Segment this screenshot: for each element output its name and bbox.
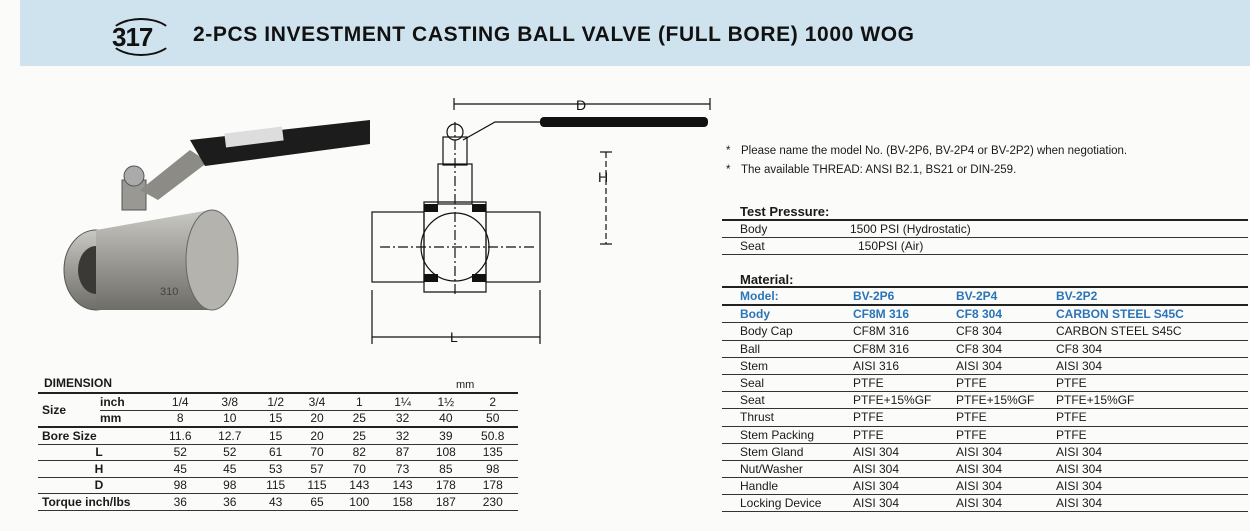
part-name: Handle — [722, 478, 835, 495]
material-cell: PTFE — [1038, 426, 1248, 443]
material-row — [722, 409, 1248, 426]
cell: 187 — [424, 494, 467, 511]
cell: 25 — [338, 427, 381, 444]
pressure-name: Seat — [722, 238, 832, 255]
brand-logo: 317 — [112, 22, 153, 52]
header-cell: BV-2P4 — [938, 287, 1038, 305]
cell: 32 — [381, 427, 424, 444]
note-item: * Please name the model No. (BV-2P6, BV-2P4 or BV-2P2) when negotiation. — [726, 142, 1127, 161]
note-item: * The available THREAD: ANSI B2.1, BS21 or DIN-259. — [726, 161, 1127, 180]
material-cell: PTFE+15%GF — [1038, 392, 1248, 409]
material-row — [722, 323, 1248, 340]
pressure-value: 1500 PSI (Hydrostatic) — [832, 220, 1248, 238]
row-label: L — [38, 444, 156, 461]
material-cell: PTFE — [938, 409, 1038, 426]
valve-drawing — [360, 92, 720, 352]
cell: 135 — [467, 444, 518, 461]
cell: 15 — [255, 410, 296, 427]
material-cell: PTFE — [1038, 374, 1248, 391]
material-cell: AISI 304 — [1038, 443, 1248, 460]
cell: 3/8 — [205, 393, 255, 410]
cell: 50.8 — [467, 427, 518, 444]
cell: 40 — [424, 410, 467, 427]
material-cell: AISI 304 — [938, 460, 1038, 477]
cell: 52 — [205, 444, 255, 461]
page-title: 2-PCS INVESTMENT CASTING BALL VALVE (FULL BORE) 1000 WOG — [193, 23, 915, 46]
material-cell: AISI 304 — [835, 443, 938, 460]
part-name: Ball — [722, 340, 835, 357]
table-row — [722, 220, 1248, 238]
label-h: H — [598, 169, 609, 185]
material-cell: PTFE+15%GF — [835, 392, 938, 409]
material-cell: PTFE — [835, 426, 938, 443]
part-name: Stem Gland — [722, 443, 835, 460]
material-cell: AISI 304 — [835, 478, 938, 495]
cell: 230 — [467, 494, 518, 511]
cell: 25 — [338, 410, 381, 427]
material-row — [722, 340, 1248, 357]
cell: 100 — [338, 494, 381, 511]
cell: 20 — [296, 427, 337, 444]
cell: 73 — [381, 461, 424, 478]
part-name: Thrust — [722, 409, 835, 426]
material-cell: AISI 316 — [835, 357, 938, 374]
cell: 8 — [156, 410, 205, 427]
material-cell: AISI 304 — [938, 495, 1038, 512]
material-cell: CARBON STEEL S45C — [1038, 305, 1248, 323]
part-name: Body Cap — [722, 323, 835, 340]
part-name: Stem — [722, 357, 835, 374]
cell: 70 — [338, 461, 381, 478]
cell: 98 — [205, 477, 255, 494]
cell: 70 — [296, 444, 337, 461]
cell: 1 — [338, 393, 381, 410]
part-name: Seal — [722, 374, 835, 391]
cell: 20 — [296, 410, 337, 427]
table-row — [38, 461, 518, 478]
size-label: Size — [38, 393, 100, 427]
material-cell: CARBON STEEL S45C — [1038, 323, 1248, 340]
part-name: Stem Packing — [722, 426, 835, 443]
material-cell: CF8 304 — [938, 323, 1038, 340]
cell: 36 — [156, 494, 205, 511]
header-cell: BV-2P2 — [1038, 287, 1248, 305]
cell: 178 — [424, 477, 467, 494]
material-header-row — [722, 287, 1248, 305]
row-label: Bore Size — [38, 427, 156, 444]
table-row — [38, 410, 518, 427]
cell: 82 — [338, 444, 381, 461]
material-cell: CF8M 316 — [835, 323, 938, 340]
mm-label: mm — [100, 410, 156, 427]
material-cell: CF8 304 — [938, 305, 1038, 323]
cell: 143 — [381, 477, 424, 494]
row-label: D — [38, 477, 156, 494]
material-row — [722, 495, 1248, 512]
inch-label: inch — [100, 393, 156, 410]
test-pressure-table — [722, 219, 1248, 255]
cell: 32 — [381, 410, 424, 427]
notes — [726, 142, 1127, 180]
cell: 43 — [255, 494, 296, 511]
cell: 3/4 — [296, 393, 337, 410]
material-row — [722, 374, 1248, 391]
cell: 36 — [205, 494, 255, 511]
material-row — [722, 305, 1248, 323]
material-table — [722, 286, 1248, 512]
cell: 98 — [467, 461, 518, 478]
label-l: L — [450, 329, 458, 345]
material-cell: AISI 304 — [938, 357, 1038, 374]
material-row — [722, 460, 1248, 477]
dimension-unit: mm — [456, 379, 475, 391]
pressure-value: 150PSI (Air) — [832, 238, 1248, 255]
cell: 10 — [205, 410, 255, 427]
material-row — [722, 392, 1248, 409]
cell: 65 — [296, 494, 337, 511]
test-pressure-title: Test Pressure: — [740, 204, 830, 219]
cell: 158 — [381, 494, 424, 511]
cell: 143 — [338, 477, 381, 494]
cell: 53 — [255, 461, 296, 478]
cell: 39 — [424, 427, 467, 444]
row-label: Torque inch/lbs — [38, 494, 156, 511]
header-cell: BV-2P6 — [835, 287, 938, 305]
material-cell: CF8 304 — [1038, 340, 1248, 357]
part-name: Locking Device — [722, 495, 835, 512]
material-cell: PTFE — [835, 374, 938, 391]
material-cell: AISI 304 — [938, 478, 1038, 495]
header-cell: Model: — [722, 287, 835, 305]
material-cell: AISI 304 — [1038, 357, 1248, 374]
material-cell: AISI 304 — [938, 443, 1038, 460]
material-row — [722, 426, 1248, 443]
cell: 115 — [255, 477, 296, 494]
cell: 45 — [156, 461, 205, 478]
material-cell: AISI 304 — [835, 495, 938, 512]
part-name: Body — [722, 305, 835, 323]
cell: 1/4 — [156, 393, 205, 410]
cell: 1½ — [424, 393, 467, 410]
valve-photo — [40, 110, 370, 335]
cell: 61 — [255, 444, 296, 461]
material-cell: CF8 304 — [938, 340, 1038, 357]
material-cell: PTFE — [835, 409, 938, 426]
material-cell: PTFE — [938, 374, 1038, 391]
material-cell: AISI 304 — [1038, 478, 1248, 495]
material-cell: CF8M 316 — [835, 340, 938, 357]
cell: 85 — [424, 461, 467, 478]
table-row — [722, 238, 1248, 255]
cell: 52 — [156, 444, 205, 461]
material-row — [722, 478, 1248, 495]
cell: 11.6 — [156, 427, 205, 444]
label-d: D — [576, 97, 587, 113]
cell: 1/2 — [255, 393, 296, 410]
dimension-table — [38, 392, 518, 511]
part-name: Seat — [722, 392, 835, 409]
cell: 2 — [467, 393, 518, 410]
cell: 87 — [381, 444, 424, 461]
table-row — [38, 494, 518, 511]
pressure-name: Body — [722, 220, 832, 238]
cell: 15 — [255, 427, 296, 444]
material-row — [722, 443, 1248, 460]
material-cell: PTFE+15%GF — [938, 392, 1038, 409]
material-cell: AISI 304 — [1038, 460, 1248, 477]
material-cell: PTFE — [938, 426, 1038, 443]
svg-text:310: 310 — [160, 286, 179, 298]
table-row — [38, 444, 518, 461]
cell: 98 — [156, 477, 205, 494]
material-row — [722, 357, 1248, 374]
cell: 108 — [424, 444, 467, 461]
cell: 1¼ — [381, 393, 424, 410]
cell: 50 — [467, 410, 518, 427]
dimension-title: DIMENSION — [44, 376, 113, 390]
cell: 115 — [296, 477, 337, 494]
table-row — [38, 427, 518, 444]
material-cell: PTFE — [1038, 409, 1248, 426]
part-name: Nut/Washer — [722, 460, 835, 477]
material-title: Material: — [740, 272, 794, 287]
table-row — [38, 477, 518, 494]
cell: 45 — [205, 461, 255, 478]
table-row — [38, 393, 518, 410]
material-cell: CF8M 316 — [835, 305, 938, 323]
cell: 12.7 — [205, 427, 255, 444]
material-cell: AISI 304 — [1038, 495, 1248, 512]
row-label: H — [38, 461, 156, 478]
cell: 178 — [467, 477, 518, 494]
cell: 57 — [296, 461, 337, 478]
material-cell: AISI 304 — [835, 460, 938, 477]
